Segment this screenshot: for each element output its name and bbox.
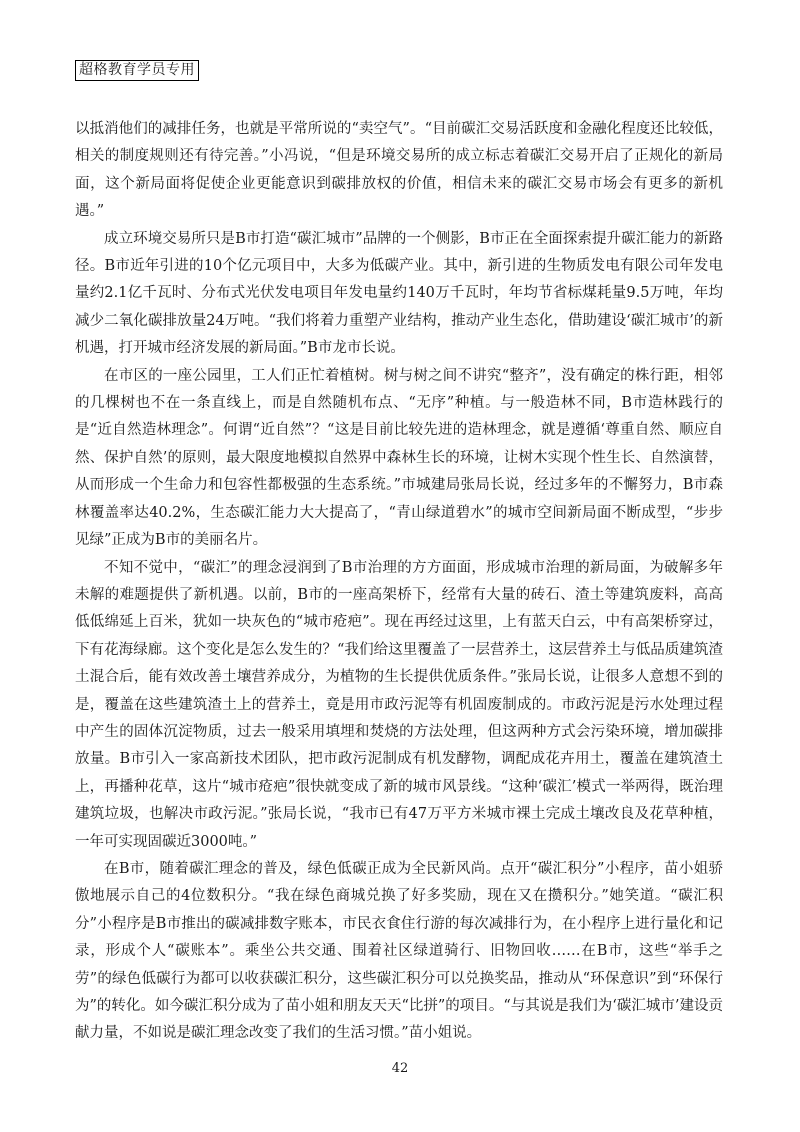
paragraph-3: 在市区的一座公园里，工人们正忙着植树。树与树之间不讲究“整齐”，没有确定的株行距，相邻的几棵树也不在一条直线上，而是自然随机布点、“无序”种植。与一般造林不同，B市造林践行的是“近自然造林理念”。何谓“近自然”？“这是目前比较先进的造林理念，就是遵循‘尊重自然、顺应自然、保护自然’的原则，最大限度地模拟自然界中森林生长的环境，让树木实现个性生长、自然演替，从而形成一个生命力和包容性都极强的生态系统。”市城建局张局长说，经过多年的不懈努力，B市森林覆盖率达40.2%，生态碳汇能力大大提高了，“青山绿道碧水”的城市空间新局面不断成型，“步步见绿”正成为B市的美丽名片。 xyxy=(75,367,723,549)
header-label: 超格教育学员专用 xyxy=(75,60,199,81)
paragraph-5: 在B市，随着碳汇理念的普及，绿色低碳正成为全民新风尚。点开“碳汇积分”小程序，苗小姐骄傲地展示自己的4位数积分。“我在绿色商城兑换了好多奖励，现在又在攒积分。”她笑道。“碳汇积分”小程序是B市推出的碳减排数字账本，市民衣食住行游的每次减排行为，在小程序上进行量化和记录，形成个人“碳账本”。乘坐公共交通、围着社区绿道骑行、旧物回收……在B市，这些“举手之劳”的绿色低碳行为都可以收获碳汇积分，这些碳汇积分可以兑换奖品，推动从“环保意识”到“环保行为”的转化。如今碳汇积分成为了苗小姐和朋友天天“比拼”的项目。“与其说是我们为‘碳汇城市’建设贡献力量，不如说是碳汇理念改变了我们的生活习惯。”苗小姐说。 xyxy=(75,860,723,1042)
paragraph-1: 以抵消他们的减排任务，也就是平常所说的“卖空气”。“目前碳汇交易活跃度和金融化程度还比较低，相关的制度规则还有待完善。”小冯说，“但是环境交易所的成立标志着碳汇交易开启了正规化的新局面，这个新局面将促使企业更能意识到碳排放权的价值，相信未来的碳汇交易市场会有更多的新机遇。” xyxy=(75,121,723,220)
article-body xyxy=(75,116,723,1048)
page-number: 42 xyxy=(391,1061,409,1076)
paragraph-4: 不知不觉中，“碳汇”的理念浸润到了B市治理的方方面面，形成城市治理的新局面，为破解多年未解的难题提供了新机遇。以前，B市的一座高架桥下，经常有大量的砖石、渣土等建筑废料，高高低低绵延上百米，犹如一块灰色的“城市疮疤”。现在再经过这里，上有蓝天白云，中有高架桥穿过，下有花海绿廊。这个变化是怎么发生的？“我们给这里覆盖了一层营养土，这层营养土与低品质建筑渣土混合后，能有效改善土壤营养成分，为植物的生长提供优质条件。”张局长说，让很多人意想不到的是，覆盖在这些建筑渣土上的营养土，竟是用市政污泥等有机固废制成的。市政污泥是污水处理过程中产生的固体沉淀物质，过去一般采用填埋和焚烧的方法处理，但这两种方式会污染环境，增加碳排放量。B市引入一家高新技术团队，把市政污泥制成有机发酵物，调配成花卉用土，覆盖在建筑渣土上，再播种花草，这片“城市疮疤”很快就变成了新的城市风景线。“这种‘碳汇’模式一举两得，既治理建筑垃圾，也解决市政污泥。”张局长说，“我市已有47万平方米城市裸土完成土壤改良及花草种植，一年可实现固碳近3000吨。” xyxy=(75,559,723,850)
paragraph-2: 成立环境交易所只是B市打造“碳汇城市”品牌的一个侧影，B市正在全面探索提升碳汇能力的新路径。B市近年引进的10个亿元项目中，大多为低碳产业。其中，新引进的生物质发电有限公司年发电量约2.1亿千瓦时、分布式光伏发电项目年发电量约140万千瓦时，年均节省标煤耗量9.5万吨，年均减少二氧化碳排放量24万吨。“我们将着力重塑产业结构，推动产业生态化，借助建设‘碳汇城市’的新机遇，打开城市经济发展的新局面。”B市龙市长说。 xyxy=(75,230,723,357)
